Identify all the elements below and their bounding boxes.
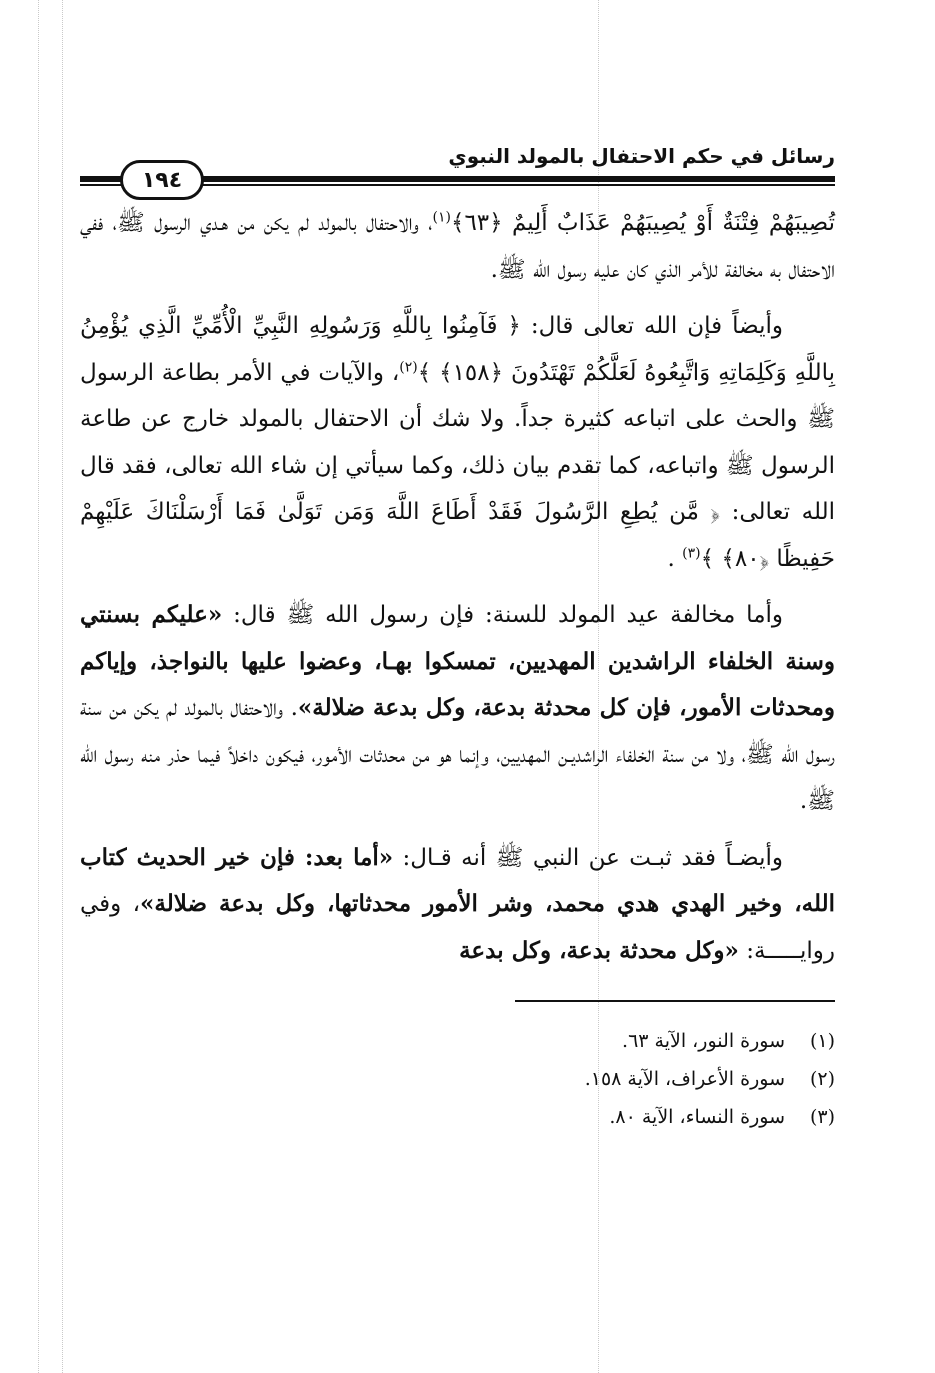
- footnote-ref: (٣): [682, 544, 701, 561]
- scan-margin-line: [62, 0, 63, 1373]
- footnote-separator-wrap: [80, 984, 835, 1022]
- footnote: [80, 1098, 835, 1136]
- hadith-quote: «عليكم بسنتي وسنة الخلفاء الراشدين المهديين، تمسكوا بهـا، وعضوا عليها بالنواجذ، وإياكم ومحدثات الأمور، فإن كل محدثة بدعة، وكل بدعة ضلالة»: [80, 601, 835, 721]
- book-page: [80, 120, 835, 1136]
- hadith-quote: «وكل محدثة بدعة، وكل بدعة: [459, 936, 739, 964]
- footnote-text: سورة النور، الآية ٦٣.: [622, 1030, 785, 1052]
- footnote-number: (١): [809, 1030, 835, 1052]
- paragraph: [80, 835, 835, 975]
- paragraph-text: ، والآيات في الأمر بطاعة الرسول ﷺ والحث على اتباعه كثيرة جداً. ولا شك أن الاحتفال بالمولد خارج عن طاعة الرسول ﷺ واتباعه، كما تقدم بيان ذلك، وكما سيأتي إن شاء الله تعالى، فقد قال الله تعالى:: [80, 359, 835, 525]
- running-head: [80, 120, 835, 168]
- paragraph-text: وأيضاً فإن الله تعالى قال:: [520, 313, 783, 339]
- paragraph: [80, 592, 835, 825]
- footnote-ref: (١): [432, 209, 451, 226]
- quran-quote: تُصِيبَهُمْ فِتْنَةٌ أَوْ يُصِيبَهُمْ عَذَابٌ أَلِيمٌ ﴿٦٣﴾: [450, 210, 835, 236]
- quran-quote: ﴿ مَّن يُطِعِ الرَّسُولَ فَقَدْ أَطَاعَ اللَّهَ وَمَن تَوَلَّىٰ فَمَا أَرْسَلْنَاكَ عَلَيْهِمْ حَفِيظًا ﴿٨٠﴾ ﴾: [80, 499, 835, 572]
- footnote: [80, 1022, 835, 1060]
- hadith-quote: «أما بعد: فإن خير الحديث كتاب الله، وخير الهدي هدي محمد، وشر الأمور محدثاتها، وكل بدعة ضلالة»: [80, 843, 835, 917]
- paragraph-text: .: [667, 545, 683, 572]
- paragraph: [80, 200, 835, 293]
- footnote-ref: (٢): [399, 358, 418, 375]
- paragraph-text: ، وفي روايـــــة:: [80, 891, 835, 964]
- footnote-text: سورة النساء، الآية ٨٠.: [609, 1106, 785, 1128]
- footnote-text: سورة الأعراف، الآية ١٥٨.: [584, 1068, 785, 1090]
- paragraph-text: وأما مخالفة عيد المولد للسنة: فإن رسول الله ﷺ قال:: [222, 602, 784, 628]
- footnote: [80, 1060, 835, 1098]
- page-number: ١٩٤: [120, 160, 204, 200]
- paragraph-text: وأيضـاً فقد ثبـت عن النبي ﷺ أنه قـال:: [393, 844, 784, 871]
- paragraph-text: . والاحتفال بالمولد لم يكن من سنة رسول الله ﷺ، ولا من سنة الخلفاء الراشديـن المهديين، وإنما هو من محدثات الأمور، فيكون داخلاً فيما حذر منه رسول الله ﷺ.: [80, 695, 835, 814]
- paragraph: [80, 303, 835, 582]
- footnotes: [80, 1022, 835, 1136]
- footnote-number: (٣): [809, 1106, 835, 1128]
- body-text: [80, 200, 835, 974]
- scan-margin-line: [38, 0, 39, 1373]
- quran-quote: ﴿ فَآمِنُوا بِاللَّهِ وَرَسُولِهِ النَّبِيِّ الْأُمِّيِّ الَّذِي يُؤْمِنُ بِاللَّهِ وَكَلِمَاتِهِ وَاتَّبِعُوهُ لَعَلَّكُمْ تَهْتَدُونَ ﴿١٥٨﴾ ﴾: [80, 313, 835, 386]
- header-rule: [80, 167, 835, 193]
- paragraph-text: ، والاحتفال بالمولد لم يكن من هـدي الرسول ﷺ، ففي الاحتفال به مخالفة للأمر الذي كان عليه رسول الله ﷺ.: [80, 210, 835, 283]
- footnote-separator: [515, 1000, 835, 1002]
- footnote-number: (٢): [809, 1068, 835, 1090]
- running-title: رسائل في حكم الاحتفال بالمولد النبوي: [448, 144, 835, 168]
